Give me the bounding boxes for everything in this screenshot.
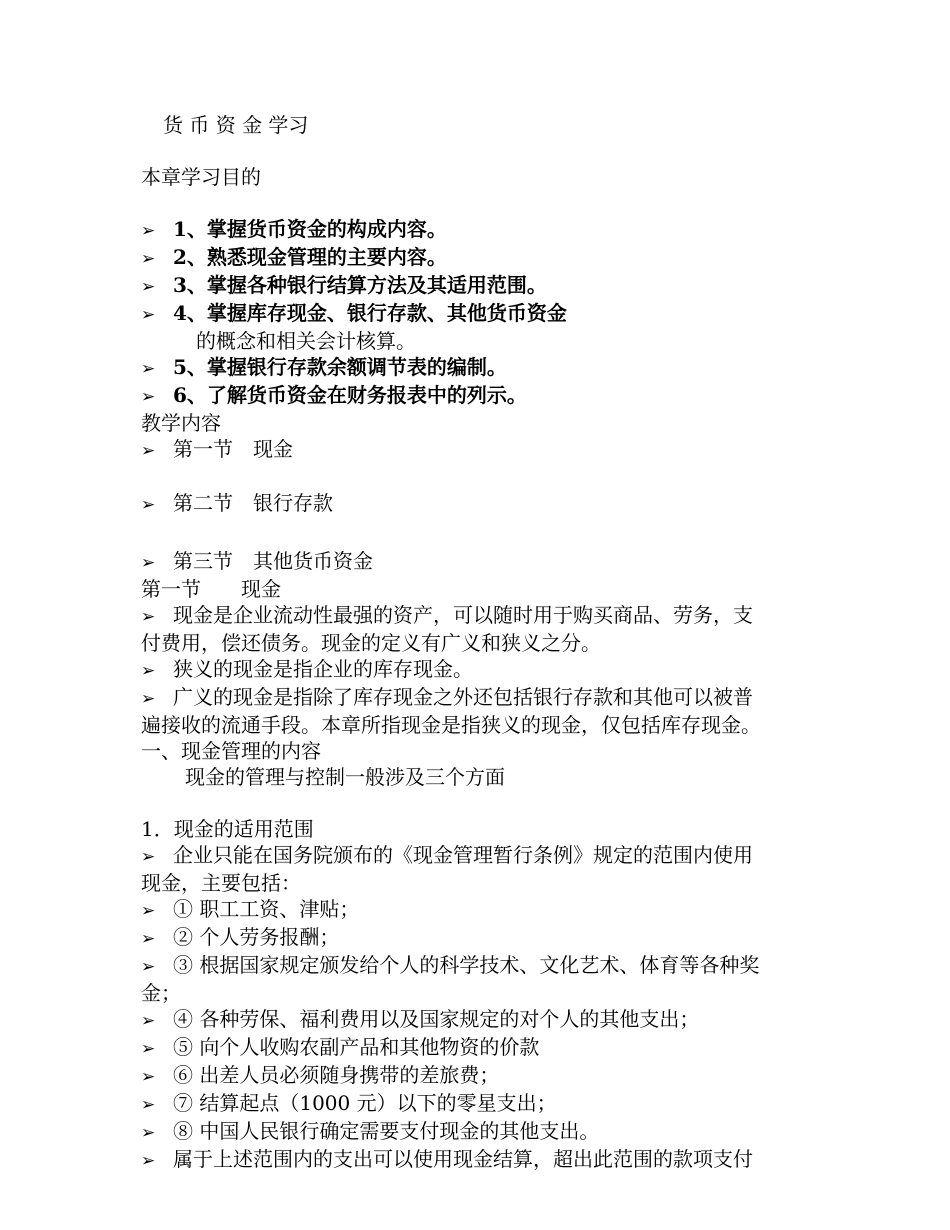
scope-item: ➢ ④ 各种劳保、福利费用以及国家规定的对个人的其他支出； xyxy=(141,1006,816,1034)
arrow-bullet-icon: ➢ xyxy=(141,1123,156,1143)
objective-item: ➢ 2、熟悉现金管理的主要内容。 xyxy=(141,244,816,272)
scope-item: ➢ ① 职工工资、津贴； xyxy=(141,896,816,924)
scope-item: ➢ ⑧ 中国人民银行确定需要支付现金的其他支出。 xyxy=(141,1118,816,1146)
arrow-bullet-icon: ➢ xyxy=(141,359,156,379)
paragraph-line: ➢ 企业只能在国务院颁布的《现金管理暂行条例》规定的范围内使用 xyxy=(141,842,816,870)
paragraph-line: 付费用，偿还债务。现金的定义有广义和狭义之分。 xyxy=(141,631,601,655)
arrow-bullet-icon: ➢ xyxy=(141,495,156,515)
scope-item: ➢ ② 个人劳务报酬； xyxy=(141,924,816,952)
arrow-bullet-icon: ➢ xyxy=(141,1011,156,1031)
objective-item: ➢ 1、掌握货币资金的构成内容。 xyxy=(141,216,816,244)
topic-heading: 1．现金的适用范围 xyxy=(141,817,314,841)
arrow-bullet-icon: ➢ xyxy=(141,387,156,407)
paragraph-line: ➢ 属于上述范围内的支出可以使用现金结算，超出此范围的款项支付 xyxy=(141,1146,816,1174)
section-heading: 第一节 现金 xyxy=(141,577,281,601)
arrow-bullet-icon: ➢ xyxy=(141,957,156,977)
paragraph-line: ➢ 狭义的现金是指企业的库存现金。 xyxy=(141,656,816,684)
scope-item-continuation: 金； xyxy=(141,981,181,1005)
arrow-bullet-icon: ➢ xyxy=(141,661,156,681)
arrow-bullet-icon: ➢ xyxy=(141,689,156,709)
arrow-bullet-icon: ➢ xyxy=(141,1151,156,1171)
paragraph-line: ➢ 现金是企业流动性最强的资产，可以随时用于购买商品、劳务，支 xyxy=(141,602,816,630)
scope-item: ➢ ⑦ 结算起点（1000 元）以下的零星支出； xyxy=(141,1090,816,1118)
objective-item-continuation: 的概念和相关会计核算。 xyxy=(196,329,416,353)
arrow-bullet-icon: ➢ xyxy=(141,249,156,269)
paragraph-line: 现金，主要包括： xyxy=(141,871,301,895)
objectives-heading: 本章学习目的 xyxy=(141,165,261,189)
scope-item: ➢ ⑥ 出差人员必须随身携带的差旅费； xyxy=(141,1062,816,1090)
arrow-bullet-icon: ➢ xyxy=(141,553,156,573)
paragraph-line: ➢ 广义的现金是指除了库存现金之外还包括银行存款和其他可以被普 xyxy=(141,684,816,712)
document-page xyxy=(141,112,816,1174)
objective-item: ➢ 5、掌握银行存款余额调节表的编制。 xyxy=(141,354,816,382)
arrow-bullet-icon: ➢ xyxy=(141,901,156,921)
content-heading: 教学内容 xyxy=(141,411,221,435)
arrow-bullet-icon: ➢ xyxy=(141,847,156,867)
arrow-bullet-icon: ➢ xyxy=(141,1067,156,1087)
subsection-subtitle: 现金的管理与控制一般涉及三个方面 xyxy=(185,765,505,789)
section-list-item: ➢ 第一节 现金 xyxy=(141,436,816,464)
arrow-bullet-icon: ➢ xyxy=(141,1039,156,1059)
objective-item: ➢ 6、了解货币资金在财务报表中的列示。 xyxy=(141,382,816,410)
arrow-bullet-icon: ➢ xyxy=(141,221,156,241)
document-title: 货 币 资 金 学习 xyxy=(163,113,309,137)
section-list-item: ➢ 第二节 银行存款 xyxy=(141,490,816,518)
section-list-item: ➢ 第三节 其他货币资金 xyxy=(141,548,816,576)
arrow-bullet-icon: ➢ xyxy=(141,1095,156,1115)
arrow-bullet-icon: ➢ xyxy=(141,277,156,297)
paragraph-line: 遍接收的流通手段。本章所指现金是指狭义的现金，仅包括库存现金。 xyxy=(141,713,761,737)
subsection-heading: 一、现金管理的内容 xyxy=(141,739,321,763)
arrow-bullet-icon: ➢ xyxy=(141,441,156,461)
arrow-bullet-icon: ➢ xyxy=(141,929,156,949)
objective-item: ➢ 4、掌握库存现金、银行存款、其他货币资金 xyxy=(141,300,816,328)
arrow-bullet-icon: ➢ xyxy=(141,305,156,325)
arrow-bullet-icon: ➢ xyxy=(141,607,156,627)
scope-item: ➢ ⑤ 向个人收购农副产品和其他物资的价款 xyxy=(141,1034,816,1062)
objective-item: ➢ 3、掌握各种银行结算方法及其适用范围。 xyxy=(141,272,816,300)
scope-item: ➢ ③ 根据国家规定颁发给个人的科学技术、文化艺术、体育等各种奖 xyxy=(141,952,816,980)
